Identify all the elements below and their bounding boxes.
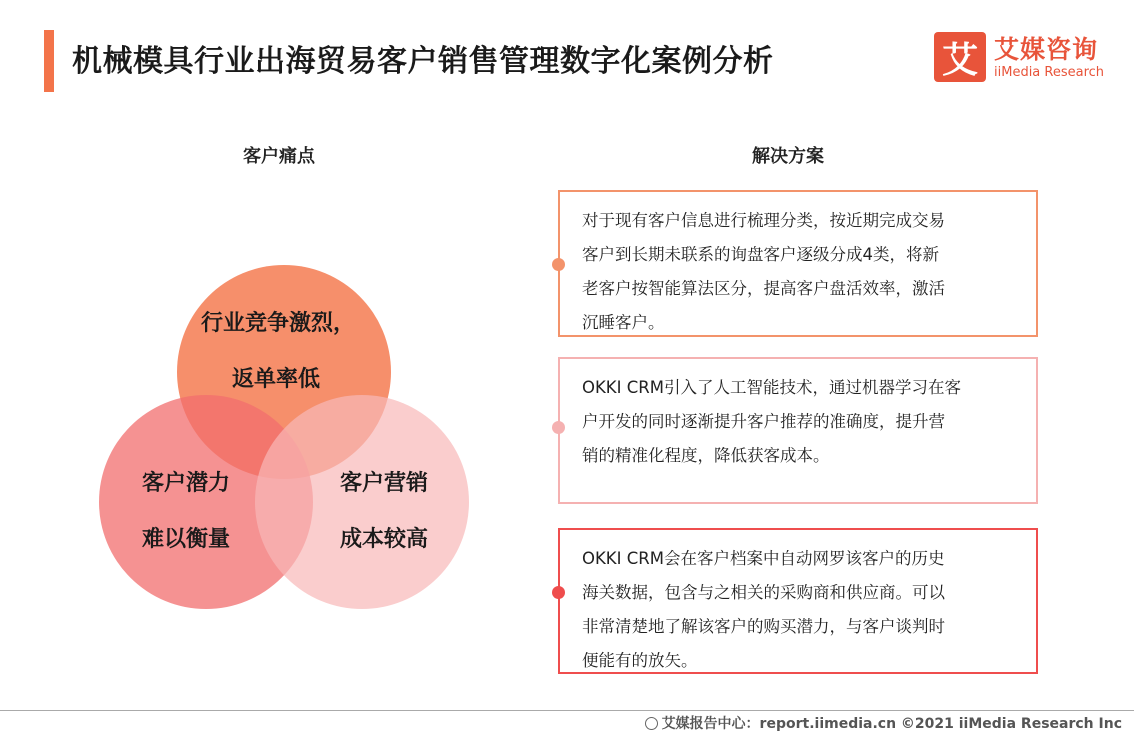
card-line: 老客户按智能算法区分，提高客户盘活效率，激活 [582, 279, 945, 298]
footer-text: 艾媒报告中心：report.iimedia.cn ©2021 iiMedia Research Inc [661, 716, 1122, 732]
title-accent-bar [44, 30, 54, 92]
venn-circle-marketing-cost [255, 395, 469, 609]
solution-card-classification [558, 190, 1038, 337]
card-line: 便能有的放矢。 [582, 651, 698, 670]
venn-label-potential-line2: 难以衡量 [141, 527, 231, 552]
card-line: OKKI CRM引入了人工智能技术，通过机器学习在客 [582, 378, 961, 397]
card-line: 沉睡客户。 [582, 313, 665, 332]
iimedia-logo [934, 32, 1114, 84]
footer-divider [0, 710, 1134, 711]
logo-name-en: iiMedia Research [994, 65, 1105, 80]
venn-label-competition-line1: 行业竞争激烈， [200, 311, 356, 336]
card-line: 海关数据，包含与之相关的采购商和供应商。可以 [582, 583, 945, 602]
page-title: 机械模具行业出海贸易客户销售管理数字化案例分析 [72, 44, 774, 79]
card-line: 对于现有客户信息进行梳理分类，按近期完成交易 [582, 211, 945, 230]
card-bullet-dot [552, 258, 565, 271]
card-line: 非常清楚地了解该客户的购买潜力，与客户谈判时 [582, 617, 945, 636]
solutions-heading: 解决方案 [752, 146, 824, 167]
card-line: OKKI CRM会在客户档案中自动网罗该客户的历史 [582, 549, 945, 568]
card-bullet-dot [552, 421, 565, 434]
footer-source [645, 713, 1122, 733]
globe-icon [645, 717, 658, 730]
venn-label-potential-line1: 客户潜力 [141, 471, 231, 496]
logo-name-cn: 艾媒咨询 [994, 35, 1099, 64]
pain-points-venn-diagram [96, 258, 476, 618]
venn-label-marketing-line2: 成本较高 [339, 527, 429, 552]
card-bullet-dot [552, 586, 565, 599]
venn-label-competition-line2: 返单率低 [231, 367, 321, 392]
card-line: 户开发的同时逐渐提升客户推荐的准确度，提升营 [582, 412, 945, 431]
pain-points-heading: 客户痛点 [243, 146, 315, 167]
solution-card-ai [558, 357, 1038, 504]
card-line: 客户到长期未联系的询盘客户逐级分成4类，将新 [582, 245, 939, 264]
card-line: 销的精准化程度，降低获客成本。 [582, 446, 830, 465]
solution-card-customs-data [558, 528, 1038, 674]
venn-label-marketing-line1: 客户营销 [339, 471, 429, 496]
logo-mark: 艾 [934, 32, 986, 82]
